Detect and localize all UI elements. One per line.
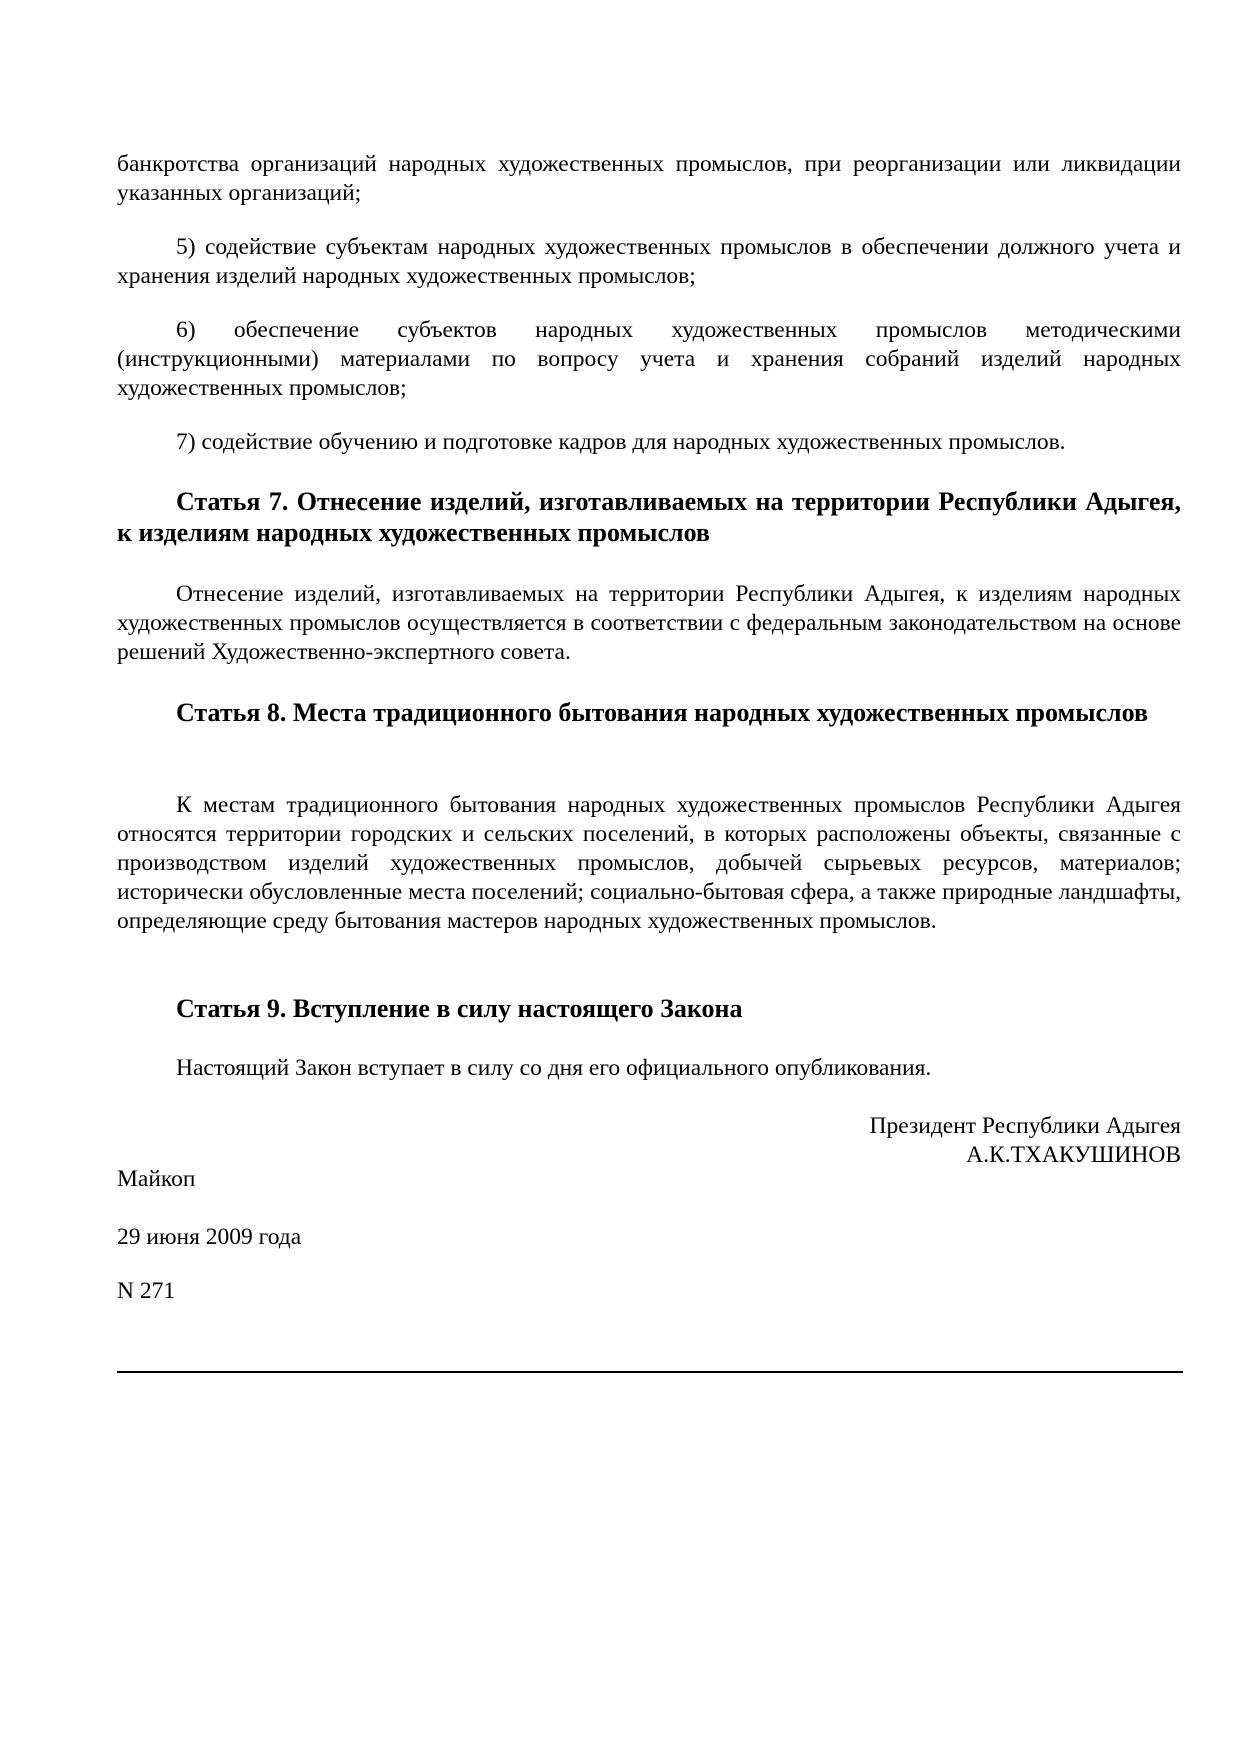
article-8-text: К местам традиционного бытования народных художественных промыслов Республики Адыгея относятся территории городских и сельских поселений, в которых расположены объекты, связанные с производством изделий художественных промыслов, добычей сырьевых ресурсов, материалов; исторически обусловленные места поселений; социально-бытовая сфера, а также природные ландшафты, определяющие среду бытования мастеров народных художественных промыслов. xyxy=(117,792,1181,934)
article-9-text: Настоящий Закон вступает в силу со дня его официального опубликования. xyxy=(176,1055,932,1081)
list-item-5: 5) содействие субъектам народных художественных промыслов в обеспечении должного учета и хранения изделий народных художественных промыслов; xyxy=(117,234,1181,289)
signature-name: А.К.ТХАКУШИНОВ xyxy=(966,1142,1181,1168)
paragraph-continuation: банкротства организаций народных художественных промыслов, при реорганизации или ликвидации указанных организаций; xyxy=(117,151,1181,206)
article-7-text: Отнесение изделий, изготавливаемых на территории Республики Адыгея, к изделиям народных художественных промыслов осуществляется в соответствии с федеральным законодательством на основе решений Художественно-экспертного совета. xyxy=(117,581,1181,665)
list-item-7: 7) содействие обучению и подготовке кадров для народных художественных промыслов. xyxy=(176,429,1066,455)
article-9-heading: Статья 9. Вступление в силу настоящего Закона xyxy=(176,994,743,1023)
place: Майкоп xyxy=(117,1166,196,1192)
list-item-6: 6) обеспечение субъектов народных художественных промыслов методическими (инструкционными) материалами по вопросу учета и хранения собраний изделий народных художественных промыслов; xyxy=(117,317,1181,401)
footer-rule xyxy=(117,1371,1183,1373)
signature-title: Президент Республики Адыгея xyxy=(869,1113,1181,1139)
article-7-heading: Статья 7. Отнесение изделий, изготавливаемых на территории Республики Адыгея, к изделиям народных художественных промыслов xyxy=(117,487,1181,547)
document-number: N 271 xyxy=(117,1278,176,1304)
article-8-heading: Статья 8. Места традиционного бытования народных художественных промыслов xyxy=(176,698,1149,727)
date: 29 июня 2009 года xyxy=(117,1224,302,1250)
